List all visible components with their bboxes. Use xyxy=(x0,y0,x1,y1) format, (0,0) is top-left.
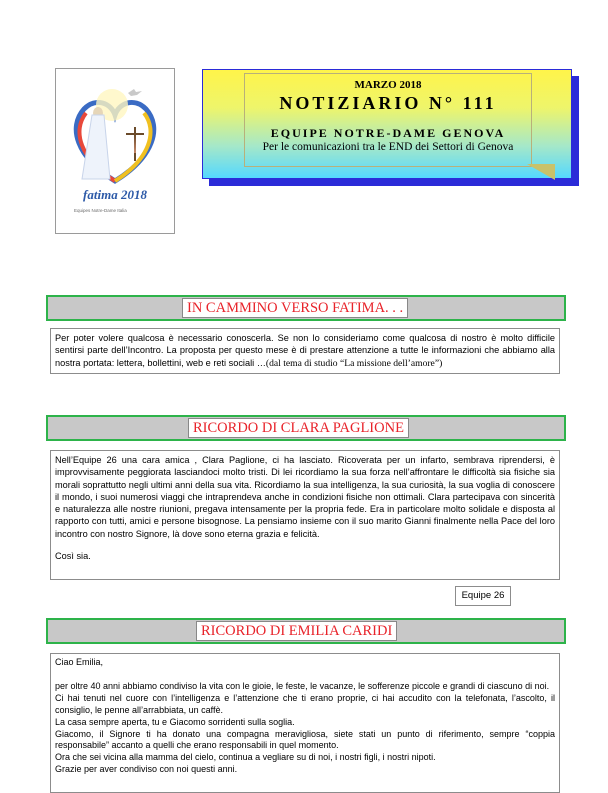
section-heading-fatima xyxy=(46,295,566,321)
issue-date: MARZO 2018 xyxy=(354,79,422,91)
signature-box: Equipe 26 xyxy=(455,586,511,606)
logo-title: fatima 2018 xyxy=(83,187,147,202)
paragraph: per oltre 40 anni abbiamo condiviso la vita con le gioie, le feste, le vacanze, le sofferenze piccole e grandi di ciascuno di noi. xyxy=(55,680,550,691)
paragraph: Grazie per aver condiviso con noi questi anni. xyxy=(55,764,238,775)
closing-line: Così sia. xyxy=(55,551,91,562)
section-title: IN CAMMINO VERSO FATIMA. . . xyxy=(182,298,408,318)
paragraph xyxy=(55,332,555,370)
newsletter-tagline: Per le comunicazioni tra le END dei Settori di Genova xyxy=(262,141,514,153)
greeting: Ciao Emilia, xyxy=(55,657,104,667)
paragraph: Ci hai tenuti nel cuore con l’intelligenza e l’attenzione che ti erano proprie, ci hai accudito con la telefonata, l’ascolto, il consiglio, le penne all’arrabbiata, un caffè. xyxy=(55,692,555,715)
logo-subtitle: Equipes Notre-Dame Italia xyxy=(74,208,127,213)
paragraph: La casa sempre aperta, tu e Giacomo sorridenti sulla soglia. xyxy=(55,716,295,727)
organization-name: EQUIPE NOTRE-DAME GENOVA xyxy=(270,126,506,140)
section-body-emilia xyxy=(50,653,560,793)
section-title: RICORDO DI CLARA PAGLIONE xyxy=(188,418,409,438)
newsletter-banner xyxy=(202,69,572,179)
paragraph: Nell’Equipe 26 una cara amica , Clara Paglione, ci ha lasciato. Ricoverata per un infarto, sembrava riprendersi, è improvvisamente peggiorata lasciandoci molto tristi. Di lei ricordiamo la sua forza nell’affrontare le difficoltà sia fisiche sia morali soprattutto negli ultimi anni della sua vita. Ricordiamo la sua intelligenza, la sua curiosità, la sua voglia di conoscere il mondo, i suoi numerosi viaggi che intraprendeva anche in condizioni fisiche non ottimali. Clara partecipava con sincerità e naturalezza alle nostre riunioni, pregava intensamente per la propria fede. Era in particolare molto solidale e disposta al rapporto con tutti, amici e persone bisognose. La pensiamo insieme con il suo marito Gianni finalmente nella Pace del loro incontro con nostro Signore, là dove sono eterna grazia e felicità. xyxy=(55,455,555,539)
section-heading-clara xyxy=(46,415,566,441)
section-heading-emilia xyxy=(46,618,566,644)
newsletter-title: NOTIZIARIO N° 111 xyxy=(279,93,497,113)
section-body-clara xyxy=(50,450,560,580)
paragraph: Ora che sei vicina alla mamma del cielo, continua a vegliare su di noi, i nostri figli, i nostri nipoti. xyxy=(55,752,436,763)
banner-frame xyxy=(244,73,532,167)
paragraph-text: Per poter volere qualcosa è necessario conoscerla. Se non lo consideriamo come qualcosa di nostro è molto difficile sentirsi parte dell’Incontro. La proposta per questo mese è di prestare attenzione a tutte le informazioni che abbiamo alla nostra portata: lettera, bollettini, web e reti sociali … xyxy=(55,333,555,368)
study-theme-reference: (dal tema di studio “La missione dell’amore”) xyxy=(265,357,443,369)
banner-page-curl xyxy=(527,164,555,180)
section-body-fatima xyxy=(50,328,560,374)
paragraph: Giacomo, il Signore ti ha donato una compagna meravigliosa, siete stati un punto di riferimento, sempre “coppia responsabile” accanto a quelli che erano responsabili in quel momento. xyxy=(55,728,555,751)
fatima-2018-logo xyxy=(55,68,175,234)
section-title: RICORDO DI EMILIA CARIDI xyxy=(196,621,397,641)
